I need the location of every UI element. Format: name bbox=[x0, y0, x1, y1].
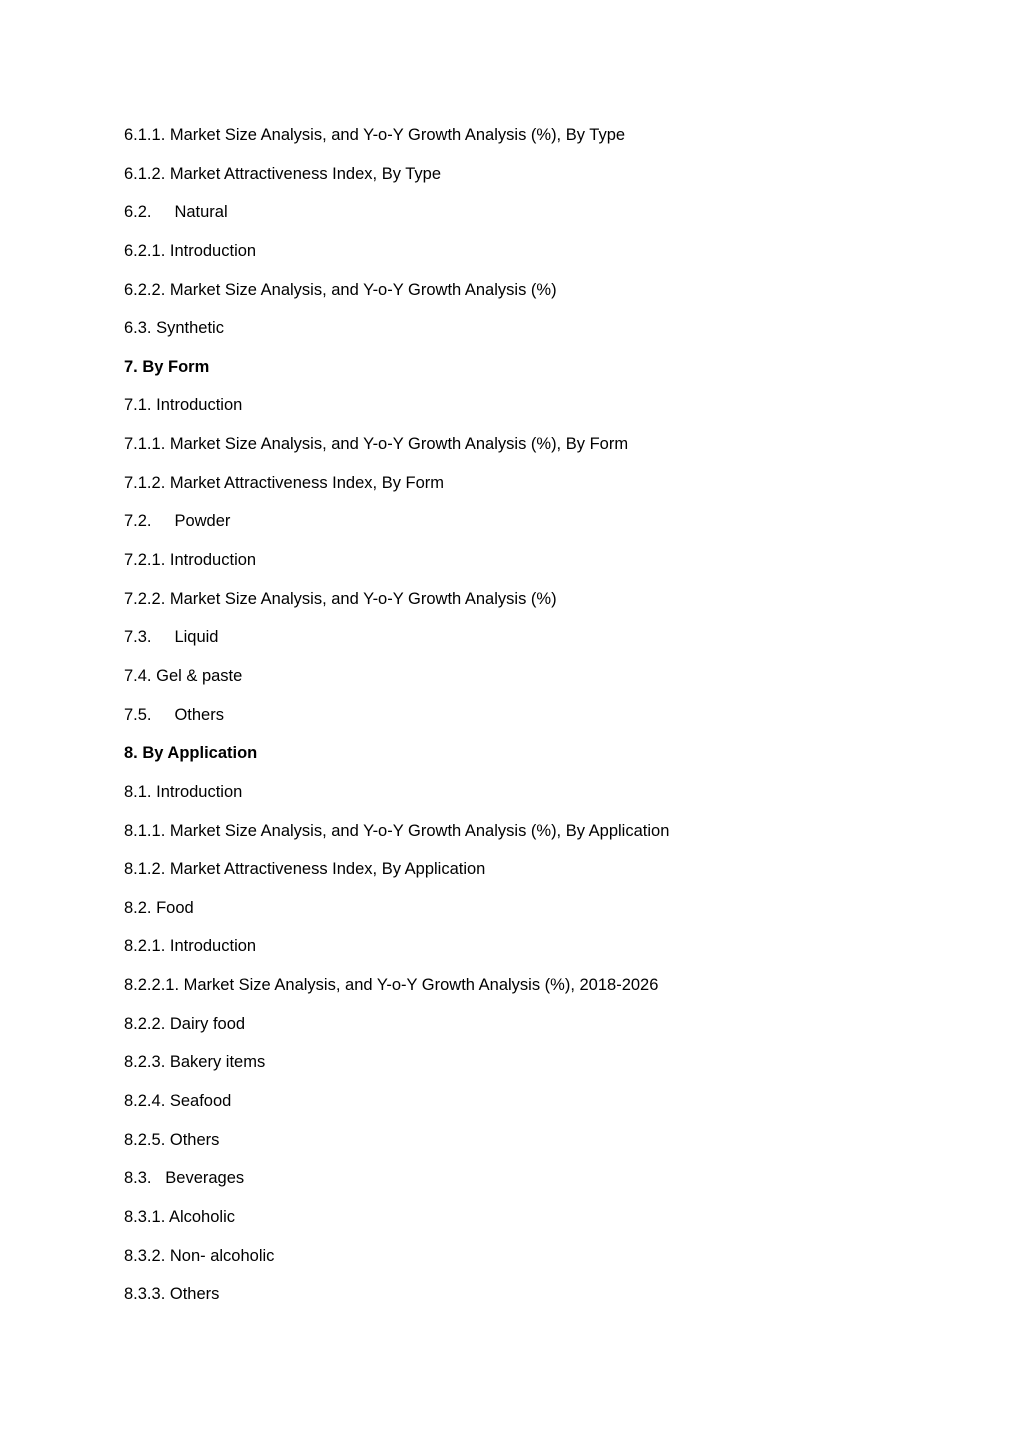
toc-entry: 7.5. Others bbox=[124, 705, 224, 724]
toc-entry: 7.1. Introduction bbox=[124, 396, 243, 415]
toc-entry: 6.3. Synthetic bbox=[124, 319, 224, 338]
toc-entry: 6.1.2. Market Attractiveness Index, By Type bbox=[124, 164, 442, 183]
toc-entry: 6.2.2. Market Size Analysis, and Y-o-Y Growth Analysis (%) bbox=[124, 280, 557, 299]
toc-section-heading: 7. By Form bbox=[124, 357, 210, 376]
toc-section-heading: 8. By Application bbox=[124, 744, 258, 763]
toc-entry: 8.2.3. Bakery items bbox=[124, 1053, 266, 1072]
toc-entry: 8.1. Introduction bbox=[124, 782, 243, 801]
toc-entry: 8.3.1. Alcoholic bbox=[124, 1207, 235, 1226]
toc-entry: 7.1.2. Market Attractiveness Index, By Form bbox=[124, 473, 445, 492]
toc-entry: 8.3. Beverages bbox=[124, 1169, 245, 1188]
toc-entry: 8.2. Food bbox=[124, 898, 194, 917]
toc-entry: 7.3. Liquid bbox=[124, 628, 219, 647]
toc-entry: 8.2.5. Others bbox=[124, 1130, 220, 1149]
toc-entry: 7.4. Gel & paste bbox=[124, 666, 243, 685]
toc-entry: 8.1.2. Market Attractiveness Index, By Application bbox=[124, 860, 486, 879]
toc-entry: 6.1.1. Market Size Analysis, and Y-o-Y Growth Analysis (%), By Type bbox=[124, 126, 626, 144]
toc-entry: 8.2.1. Introduction bbox=[124, 937, 257, 956]
toc-entry: 8.2.2. Dairy food bbox=[124, 1014, 246, 1033]
toc-entry: 8.3.2. Non- alcoholic bbox=[124, 1246, 275, 1265]
toc-entry: 7.1.1. Market Size Analysis, and Y-o-Y Growth Analysis (%), By Form bbox=[124, 435, 629, 454]
toc-entry: 8.2.4. Seafood bbox=[124, 1092, 232, 1111]
toc-entry: 7.2.2. Market Size Analysis, and Y-o-Y Growth Analysis (%) bbox=[124, 589, 557, 608]
toc-entry: 6.2. Natural bbox=[124, 203, 228, 222]
toc-entry: 6.2.1. Introduction bbox=[124, 241, 257, 260]
table-of-contents bbox=[124, 122, 944, 1320]
toc-entry: 8.2.2.1. Market Size Analysis, and Y-o-Y Growth Analysis (%), 2018-2026 bbox=[124, 976, 659, 995]
toc-entry: 8.3.3. Others bbox=[124, 1285, 220, 1304]
toc-entry: 8.1.1. Market Size Analysis, and Y-o-Y Growth Analysis (%), By Application bbox=[124, 821, 670, 840]
toc-entry: 7.2.1. Introduction bbox=[124, 551, 257, 570]
toc-entry: 7.2. Powder bbox=[124, 512, 231, 531]
